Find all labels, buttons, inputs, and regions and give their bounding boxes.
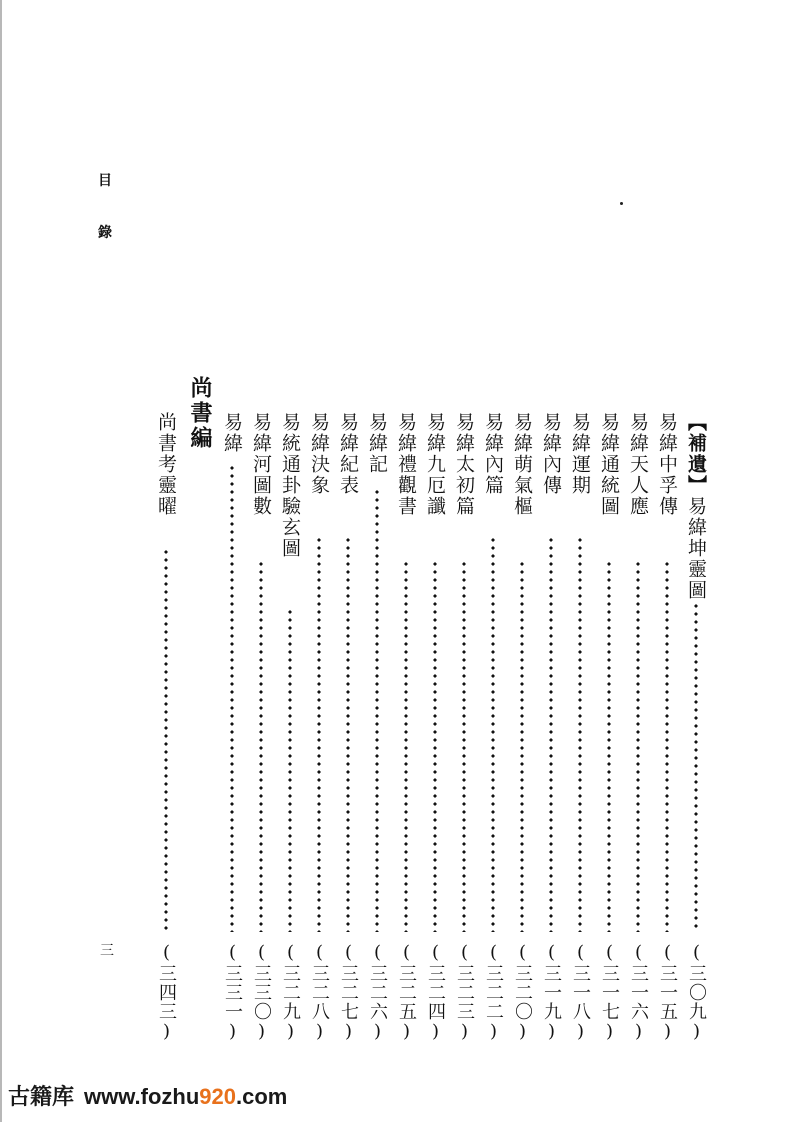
- toc-entry-page: (三二六): [367, 942, 388, 1043]
- leader-dots: [288, 608, 292, 932]
- scan-speck: [620, 202, 623, 205]
- page-number: 三: [100, 943, 114, 959]
- toc-entry-page: (三二八): [309, 942, 330, 1043]
- toc-entry-title: 易緯運期: [569, 412, 591, 496]
- leader-dots: [346, 536, 350, 932]
- toc-entry: [365, 412, 389, 1043]
- toc-entry-page: (三二四): [425, 942, 446, 1043]
- toc-entry: [423, 412, 447, 1043]
- toc-entry-title: 易緯內傳: [540, 412, 562, 496]
- side-label-mu: 目: [98, 173, 112, 189]
- toc-entry: [336, 412, 360, 1043]
- toc-entry-page: (三一八): [570, 942, 591, 1043]
- toc-entry-page: (三二〇): [512, 942, 533, 1043]
- section-heading: 尚書編: [187, 376, 213, 451]
- toc-entry-title: 易緯: [221, 412, 243, 454]
- toc-entry: [568, 412, 592, 1043]
- leader-dots: [520, 560, 524, 932]
- toc-entry-page: (三二七): [338, 942, 359, 1043]
- toc-entry-title: 易緯河圖數: [250, 412, 272, 517]
- watermark-footer: [8, 1080, 287, 1111]
- leader-dots: [694, 602, 698, 932]
- toc-entry-title: 易統通卦驗玄圖: [279, 412, 301, 559]
- toc-entry: [154, 412, 178, 1043]
- toc-entry-page: (三二五): [396, 942, 417, 1043]
- toc-entry-title: 易緯記: [366, 412, 388, 475]
- toc-entry-title: 【補遺】易緯坤靈圖: [685, 412, 707, 601]
- toc-entry-title: 易緯中孚傳: [656, 412, 678, 517]
- side-label-lu: 錄: [98, 225, 112, 241]
- toc-entry-page: (三三一): [222, 942, 243, 1043]
- toc-entry: [278, 412, 302, 1043]
- toc-entry-title: 易緯禮觀書: [395, 412, 417, 517]
- toc-entry-title: 易緯天人應: [627, 412, 649, 517]
- toc-entry: [307, 412, 331, 1043]
- toc-entry: [539, 412, 563, 1043]
- toc-entry-page: (三三〇): [251, 942, 272, 1043]
- toc-entry: [220, 412, 244, 1043]
- toc-entry-title: 易緯太初篇: [453, 412, 475, 517]
- leader-dots: [549, 536, 553, 932]
- toc-entry-title: 易緯內篇: [482, 412, 504, 496]
- leader-dots: [259, 560, 263, 932]
- leader-dots: [230, 464, 234, 932]
- toc-entry: [684, 412, 708, 1043]
- toc-entry-title: 易緯紀表: [337, 412, 359, 496]
- toc-entry-title: 易緯萌氣樞: [511, 412, 533, 517]
- toc-entry-title: 易緯九厄讖: [424, 412, 446, 517]
- toc-entry-page: (三一五): [657, 942, 678, 1043]
- leader-dots: [164, 548, 168, 932]
- toc-entry-page: (三〇九): [686, 942, 707, 1043]
- leader-dots: [607, 560, 611, 932]
- toc-entry-page: (三四三): [156, 942, 177, 1043]
- toc-entry-page: (三一七): [599, 942, 620, 1043]
- toc-entry-title: 易緯通統圖: [598, 412, 620, 517]
- site-url-number: 920: [199, 1084, 237, 1109]
- site-url-prefix: www.fozhu: [84, 1084, 200, 1109]
- leader-dots: [636, 560, 640, 932]
- toc-entry: [510, 412, 534, 1043]
- toc-entry-page: (三二二): [483, 942, 504, 1043]
- leader-dots: [433, 560, 437, 932]
- toc-entry-title: 尚書考靈曜: [155, 412, 177, 517]
- toc-entry: [597, 412, 621, 1043]
- toc-entry: [452, 412, 476, 1043]
- toc-entry-page: (三一六): [628, 942, 649, 1043]
- toc-entry: [655, 412, 679, 1043]
- toc-entry: [394, 412, 418, 1043]
- supplement-tag: 【補遺】: [685, 412, 707, 496]
- toc-entry-page: (三二九): [280, 942, 301, 1043]
- toc-entry-page: (三二三): [454, 942, 475, 1043]
- leader-dots: [665, 560, 669, 932]
- leader-dots: [317, 536, 321, 932]
- site-name: 古籍库: [8, 1084, 75, 1109]
- toc-entry-title: 易緯決象: [308, 412, 330, 496]
- page-edge: [0, 0, 2, 1122]
- leader-dots: [578, 536, 582, 932]
- site-url-suffix: .com: [236, 1084, 288, 1109]
- toc-entry: [481, 412, 505, 1043]
- leader-dots: [404, 560, 408, 932]
- leader-dots: [462, 560, 466, 932]
- toc-entry-page: (三一九): [541, 942, 562, 1043]
- leader-dots: [491, 536, 495, 932]
- toc-entry: [626, 412, 650, 1043]
- toc-entry: [249, 412, 273, 1043]
- leader-dots: [375, 488, 379, 932]
